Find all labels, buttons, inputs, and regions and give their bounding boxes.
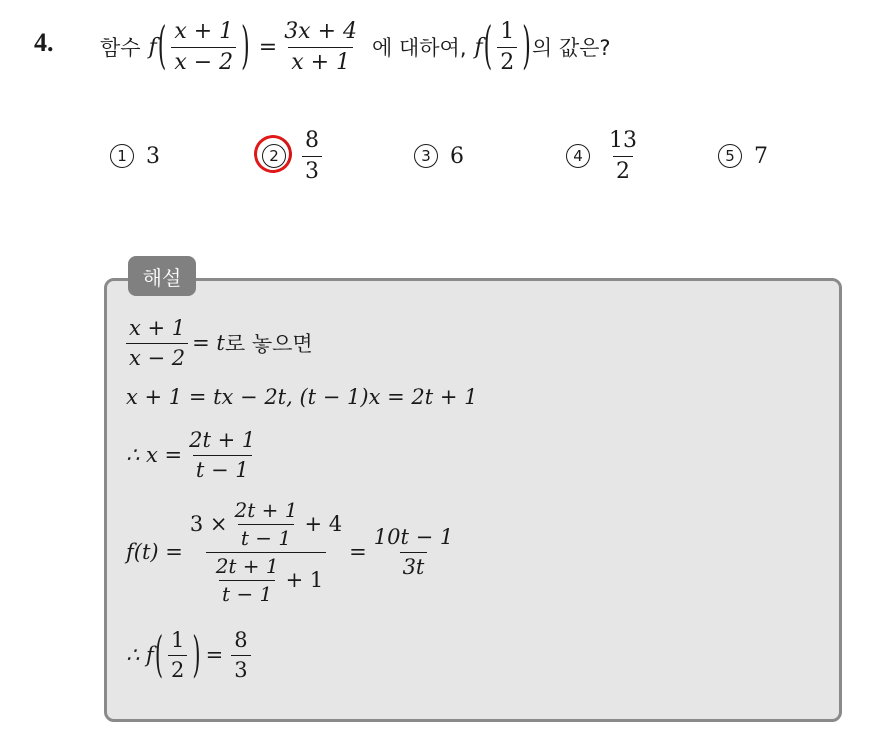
- solution-line-4: f(t) = 3 × $\frac{2t + 1}{t - 1}$ + 4 $\frac{2t + 1}{t - 1}$ + 1 = $\frac{10t - 1}{3t}$: [126, 497, 454, 606]
- selected-circle-mark: [250, 131, 295, 176]
- solution-line-5: ∴ f ( $\frac{1}{2}$ ) = $\frac{8}{3}$: [126, 622, 255, 688]
- solution-line-2: x + 1 = tx − 2t, (t − 1)x = 2t + 1: [126, 385, 478, 409]
- choice-3[interactable]: 3 6: [414, 125, 464, 187]
- tail-text: 의 값은?: [531, 36, 611, 60]
- choice-4[interactable]: 4 $\frac{13}{2}$: [566, 125, 644, 187]
- choice-marker-3: 3: [414, 144, 438, 168]
- solution-tag: 해설: [128, 256, 196, 296]
- rhs-fraction: $\frac{3x + 4}{x + 1}$: [284, 19, 358, 75]
- choice-marker-2: 2: [262, 144, 286, 168]
- choice-2[interactable]: 2 $\frac{8}{3}$: [262, 125, 326, 187]
- func-f: f: [148, 34, 157, 60]
- solution-line-3: ∴ x = $\frac{2t + 1}{t - 1}$: [126, 428, 256, 482]
- choice-1[interactable]: 1 3: [110, 125, 160, 187]
- question-number: 4.: [34, 28, 54, 57]
- choice-marker-1: 1: [110, 144, 134, 168]
- question-stem: 함수 f ( $\frac{x + 1}{x - 2}$ ) = $\frac{3x + 4}{x + 1}$ 에 대하여, f ( $\frac{1}{2}$ ) 의 값은?: [100, 18, 611, 76]
- choice-5[interactable]: 5 7: [718, 125, 768, 187]
- ask-fraction: $\frac{1}{2}$: [497, 19, 517, 75]
- choice-marker-5: 5: [718, 144, 742, 168]
- mid-text: 에 대하여,: [372, 36, 467, 60]
- complex-fraction: 3 × $\frac{2t + 1}{t - 1}$ + 4 $\frac{2t + 1}{t - 1}$ + 1: [189, 497, 343, 606]
- arg-fraction: $\frac{x + 1}{x - 2}$: [171, 19, 236, 75]
- choice-marker-4: 4: [566, 144, 590, 168]
- solution-line-1: $\frac{x + 1}{x - 2}$ = t 로 놓으면: [126, 314, 313, 372]
- lead-word: 함수: [100, 36, 141, 60]
